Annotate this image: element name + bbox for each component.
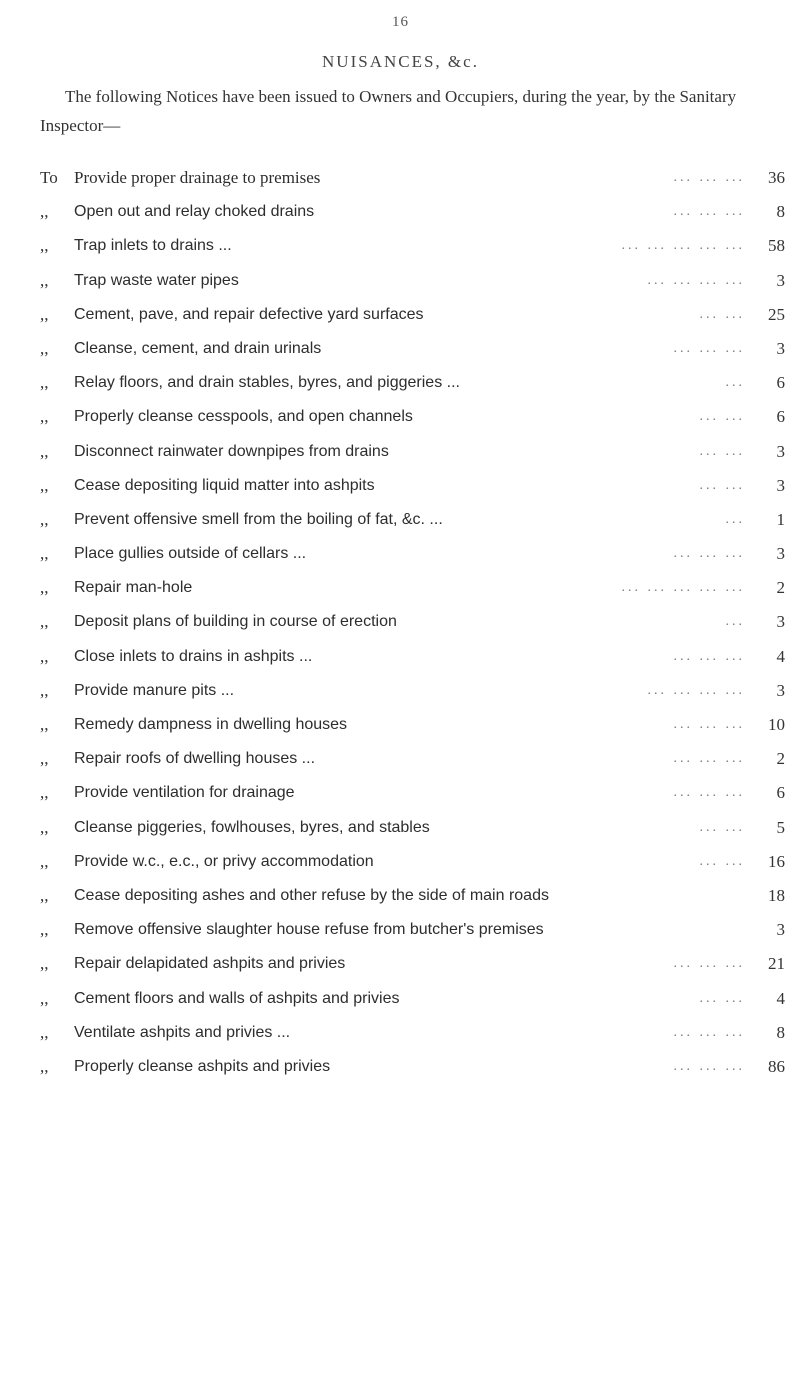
list-item: [40, 776, 785, 810]
item-prefix: ,,: [40, 407, 49, 427]
item-count: 6: [776, 373, 785, 393]
item-leader-dots: ... ...: [699, 306, 745, 322]
list-item: [40, 879, 785, 913]
item-count: 8: [776, 202, 785, 222]
item-text: Ventilate ashpits and privies ...: [74, 1023, 291, 1041]
item-leader-dots: ... ... ...: [673, 751, 745, 767]
item-prefix: ,,: [40, 715, 49, 734]
item-leader-dots: ... ... ... ... ...: [621, 238, 745, 254]
item-prefix: ,,: [40, 988, 49, 1008]
item-prefix: ,,: [40, 1056, 49, 1076]
item-leader-dots: ... ...: [699, 409, 745, 425]
item-count: 58: [768, 236, 785, 256]
item-text: Provide w.c., e.c., or privy accommodation: [74, 852, 374, 870]
item-leader-dots: ... ...: [699, 443, 745, 459]
item-text: Provide ventilation for drainage: [74, 784, 295, 802]
item-prefix: ,,: [40, 749, 49, 769]
list-item: [40, 469, 785, 503]
list-item: [40, 332, 785, 366]
intro-paragraph: The following Notices have been issued to Owners and Occupiers, during the year, by the Sanitary Inspector—: [40, 87, 737, 135]
list-item: [40, 400, 785, 434]
list-item: [40, 811, 785, 845]
item-leader-dots: ... ... ...: [673, 546, 745, 562]
item-count: 16: [768, 851, 785, 871]
item-prefix: ,,: [40, 1022, 49, 1042]
item-count: 25: [768, 304, 785, 324]
item-leader-dots: ... ... ...: [673, 1058, 745, 1074]
item-leader-dots: ... ... ...: [673, 648, 745, 664]
item-prefix: ,,: [40, 646, 49, 666]
item-count: 4: [776, 988, 785, 1008]
list-item: [40, 982, 785, 1016]
item-prefix: ,,: [40, 783, 49, 803]
item-text: Place gullies outside of cellars ...: [74, 545, 307, 563]
item-leader-dots: ... ... ...: [673, 204, 745, 220]
item-count: 18: [768, 885, 785, 905]
list-item: [40, 708, 785, 742]
section-heading: NUISANCES, &c.: [322, 52, 479, 71]
item-count: 8: [776, 1022, 785, 1042]
list-item: [40, 605, 785, 639]
item-prefix: ,,: [40, 202, 49, 222]
item-count: 86: [768, 1056, 785, 1076]
item-count: 36: [768, 168, 785, 187]
list-item: [40, 161, 785, 195]
list-item: [40, 503, 785, 537]
item-leader-dots: ... ...: [699, 853, 745, 869]
item-text: Cease depositing liquid matter into ashpits: [74, 476, 375, 494]
list-item: [40, 435, 785, 469]
item-leader-dots: ...: [725, 375, 745, 391]
item-count: 2: [776, 578, 785, 598]
item-prefix: ,,: [40, 920, 49, 940]
item-text: Trap inlets to drains ...: [74, 237, 232, 255]
item-leader-dots: ... ... ...: [673, 170, 745, 185]
item-count: 21: [768, 954, 785, 974]
list-item: [40, 1050, 785, 1084]
list-item: [40, 195, 785, 229]
item-text: Open out and relay choked drains: [74, 203, 315, 221]
item-text: Deposit plans of building in course of erection: [74, 613, 397, 631]
item-prefix: ,,: [40, 851, 49, 871]
item-leader-dots: ... ... ...: [673, 1024, 745, 1040]
list-item: [40, 913, 785, 947]
item-text: Properly cleanse cesspools, and open channels: [74, 408, 413, 426]
list-item: [40, 674, 785, 708]
list-item: [40, 947, 785, 981]
item-leader-dots: ... ... ... ...: [647, 682, 745, 698]
list-item: [40, 1016, 785, 1050]
list-item: [40, 640, 785, 674]
item-count: 6: [776, 407, 785, 427]
item-leader-dots: ... ...: [699, 819, 745, 835]
list-item: [40, 229, 785, 263]
item-text: Cleanse, cement, and drain urinals: [74, 339, 322, 357]
item-text: Cement floors and walls of ashpits and privies: [74, 989, 400, 1007]
item-text: Repair roofs of dwelling houses ...: [74, 750, 316, 768]
item-text: Trap waste water pipes: [74, 271, 239, 289]
item-count: 5: [776, 817, 785, 837]
item-text: Close inlets to drains in ashpits ...: [74, 647, 313, 665]
item-leader-dots: ...: [725, 614, 745, 630]
list-item: [40, 298, 785, 332]
item-count: 3: [776, 612, 785, 632]
list-item: [40, 264, 785, 298]
item-leader-dots: ... ... ...: [673, 340, 745, 356]
item-count: 10: [768, 715, 785, 734]
item-prefix: ,,: [40, 509, 49, 529]
item-prefix: ,,: [40, 304, 49, 324]
item-text: Properly cleanse ashpits and privies: [74, 1057, 331, 1075]
item-leader-dots: ... ...: [699, 990, 745, 1006]
item-prefix: To: [40, 168, 58, 187]
list-item: [40, 366, 785, 400]
item-count: 2: [776, 749, 785, 769]
item-text: Cleanse piggeries, fowlhouses, byres, and stables: [74, 818, 430, 836]
item-count: 3: [776, 544, 785, 564]
item-text: Provide proper drainage to premises: [74, 168, 321, 187]
notices-list: [40, 161, 785, 1084]
item-prefix: ,,: [40, 954, 49, 974]
list-item: [40, 571, 785, 605]
list-item: [40, 742, 785, 776]
item-prefix: ,,: [40, 544, 49, 564]
item-count: 4: [776, 646, 785, 666]
item-prefix: ,,: [40, 817, 49, 837]
item-count: 3: [776, 475, 785, 495]
item-leader-dots: ...: [725, 511, 745, 527]
item-text: Repair man-hole: [74, 579, 193, 597]
item-leader-dots: ... ...: [699, 477, 745, 493]
item-count: 3: [776, 338, 785, 358]
list-item: [40, 845, 785, 879]
item-prefix: ,,: [40, 338, 49, 358]
item-text: Remove offensive slaughter house refuse from butcher's premises: [74, 921, 544, 939]
item-leader-dots: ... ... ... ... ...: [621, 580, 745, 596]
item-prefix: ,,: [40, 441, 49, 461]
page-number: 16: [392, 14, 409, 30]
item-count: 3: [776, 680, 785, 700]
item-prefix: ,,: [40, 612, 49, 632]
item-text: Cease depositing ashes and other refuse by the side of main roads: [74, 886, 549, 904]
item-text: Prevent offensive smell from the boiling of fat, &c. ...: [74, 510, 443, 528]
item-count: 1: [776, 509, 785, 529]
item-prefix: ,,: [40, 373, 49, 393]
item-leader-dots: ... ... ... ...: [647, 272, 745, 288]
item-text: Repair delapidated ashpits and privies: [74, 955, 346, 973]
item-leader-dots: ... ... ...: [673, 785, 745, 801]
item-text: Remedy dampness in dwelling houses: [74, 716, 348, 733]
item-prefix: ,,: [40, 475, 49, 495]
item-prefix: ,,: [40, 680, 49, 700]
item-text: Disconnect rainwater downpipes from drains: [74, 442, 389, 460]
item-prefix: ,,: [40, 270, 49, 290]
item-count: 3: [776, 920, 785, 940]
item-text: Cement, pave, and repair defective yard surfaces: [74, 305, 424, 323]
item-count: 6: [776, 783, 785, 803]
item-prefix: ,,: [40, 236, 49, 256]
item-text: Relay floors, and drain stables, byres, and piggeries ...: [74, 374, 460, 392]
item-leader-dots: ... ... ...: [673, 956, 745, 972]
item-text: Provide manure pits ...: [74, 681, 235, 699]
list-item: [40, 537, 785, 571]
item-count: 3: [776, 270, 785, 290]
item-prefix: ,,: [40, 885, 49, 905]
item-count: 3: [776, 441, 785, 461]
item-leader-dots: ... ... ...: [673, 717, 745, 732]
item-prefix: ,,: [40, 578, 49, 598]
